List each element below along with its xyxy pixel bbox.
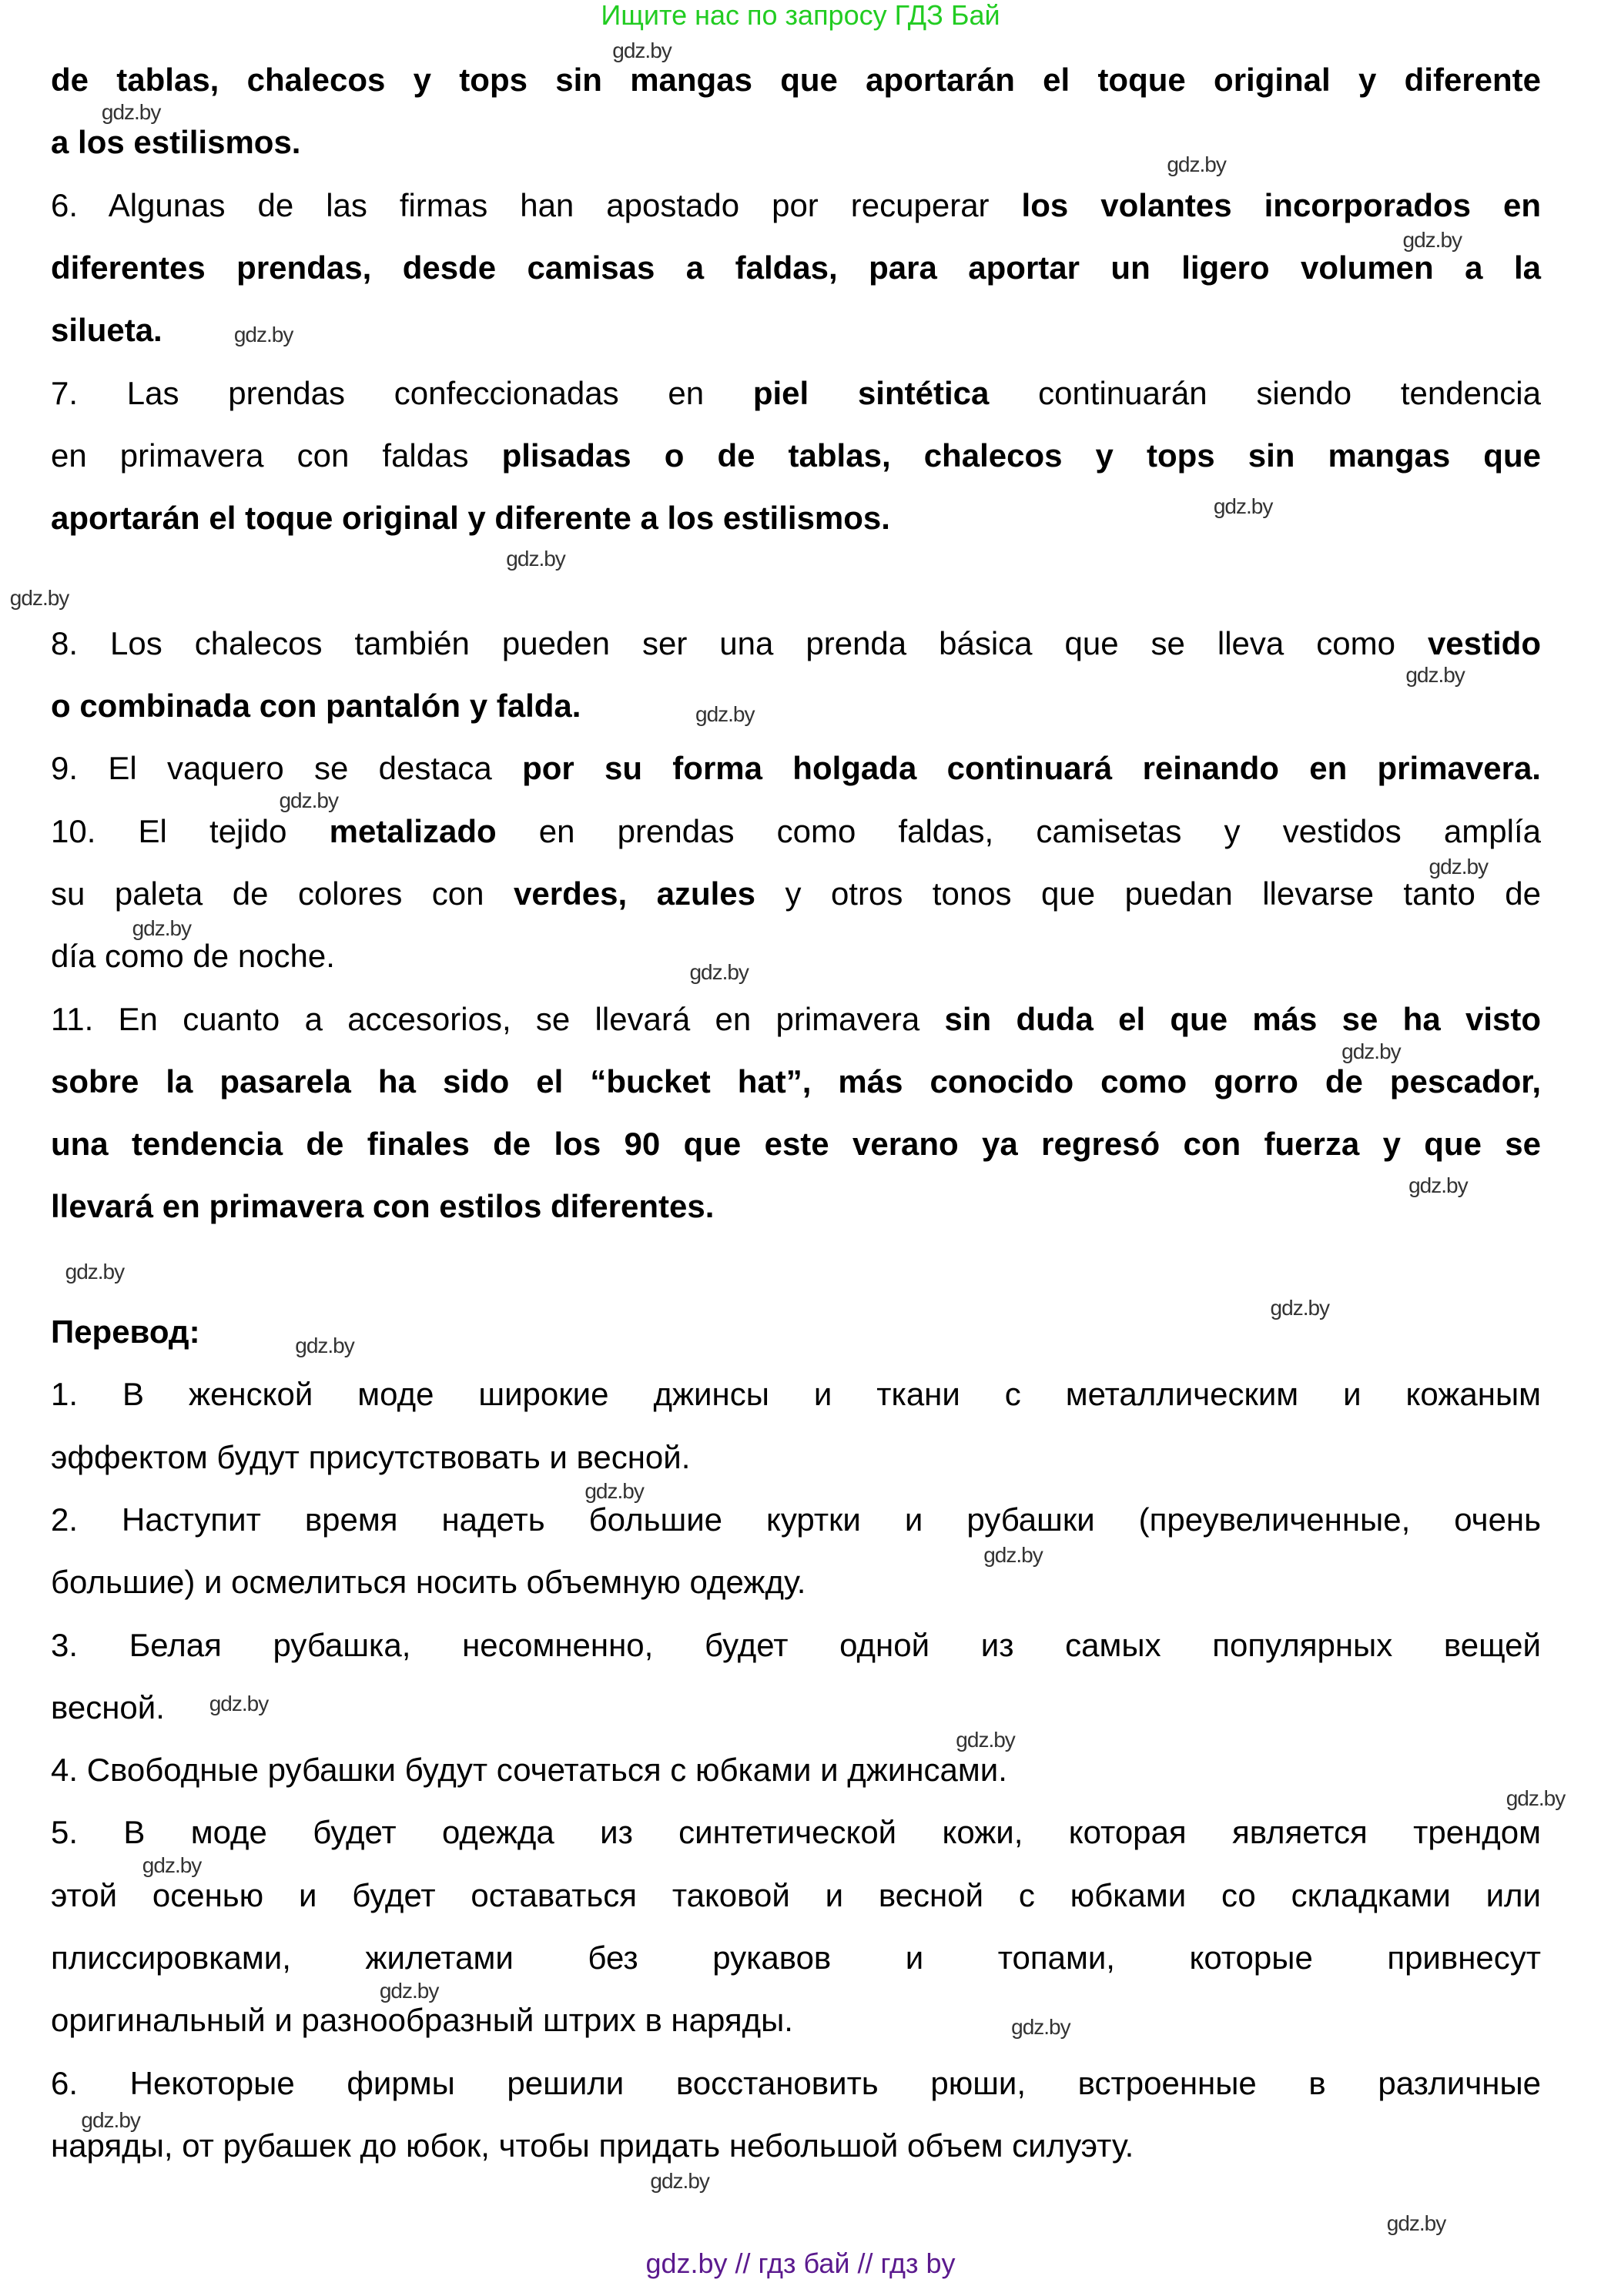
text: 4. Свободные рубашки будут сочетаться с юбками и джинсами. [51,1752,1007,1789]
bold-text: los volantes incorporados en [1021,186,1541,223]
text: 7. Las prendas confeccionadas en [51,374,753,411]
text: 10. El tejido [51,812,330,849]
watermark: gdz.by [956,1728,1015,1752]
blank-line [51,1243,1541,1297]
bold-text: plisadas o de tablas, chalecos y tops sin mangas que [501,437,1541,474]
text-line [51,1869,1541,1923]
watermark: gdz.by [142,1853,202,1877]
text: плиссировками, жилетами без рукавов и топами, которые привнесут [51,1940,1541,1976]
text: en primavera con faldas [51,437,502,474]
text-line [51,1806,1541,1859]
text-line [51,2057,1541,2110]
watermark: gdz.by [279,788,338,812]
text-line [51,241,1541,295]
watermark: gdz.by [1402,227,1462,252]
watermark: gdz.by [612,38,672,63]
watermark: gdz.by [506,546,565,571]
watermark: gdz.by [81,2107,140,2132]
text: 5. В моде будет одежда из синтетической кожи, которая является трендом [51,1814,1541,1851]
watermark: gdz.by [65,1259,125,1284]
text-line [51,1931,1541,1985]
text-line [51,1618,1541,1672]
text: 9. El vaquero se destaca [51,750,523,787]
blank-line [51,554,1541,607]
watermark: gdz.by [233,322,293,346]
text-line [51,741,1541,795]
text: y otros tonos que puedan llevarse tanto de [755,875,1542,912]
text-line [51,1117,1541,1171]
text-line [51,1180,1541,1233]
text: su paleta de colores con [51,875,514,912]
bold-text: piel sintética [752,374,990,411]
text: 6. Некоторые фирмы решили восстановить рюши, встроенные в различные [51,2064,1541,2101]
text: эффектом будут присутствовать и весной. [51,1438,691,1475]
text: 6. Algunas de las firmas han apostado por recuperar [51,186,1022,223]
bold-text: metalizado [329,812,497,849]
text-line [51,1431,1541,1484]
watermark: gdz.by [1386,2211,1446,2235]
watermark: gdz.by [1213,494,1273,518]
bold-text: verdes, azules [514,875,755,912]
watermark: gdz.by [295,1334,354,1358]
watermark: gdz.by [1408,1173,1468,1198]
watermark: gdz.by [983,1543,1043,1568]
text-line [51,1743,1541,1797]
text: 8. Los chalecos también pueden ser una prenda básica que se lleva como [51,624,1428,661]
watermark: gdz.by [1167,152,1226,176]
watermark: gdz.by [1011,2014,1070,2039]
text-line [51,617,1541,671]
text-line [51,115,1541,169]
text-line [51,491,1541,545]
watermark: gdz.by [132,915,192,940]
text: día como de noche. [51,938,335,975]
text-line [51,366,1541,420]
text: этой осенью и будет оставаться таковой и весной с юбками со складками или [51,1876,1541,1913]
text: 2. Наступит время надеть большие куртки и рубашки (преувеличенные, очень [51,1501,1541,1538]
text-line [51,1367,1541,1421]
footer-links[interactable]: gdz.by // гдз бай // гдз by [645,2247,956,2279]
watermark: gdz.by [9,585,69,610]
watermark: gdz.by [584,1479,644,1504]
bold-text: diferentes prendas, desde camisas a faldas, para aportar un ligero volumen a la [51,249,1541,286]
text: 11. En cuanto a accesorios, se llevará en primavera [51,1000,945,1037]
watermark: gdz.by [1429,855,1489,879]
text: 1. В женской моде широкие джинсы и ткани с металлическим и кожаным [51,1376,1541,1413]
text: большие) и осмелиться носить объемную одежду. [51,1564,806,1601]
text-line [51,1555,1541,1609]
text: en prendas como faldas, camisetas y vestidos amplía [496,812,1541,849]
bold-text: a los estilismos. [51,124,301,161]
bold-text: silueta. [51,312,162,349]
bold-text: una tendencia de finales de los 90 que este verano ya regresó con fuerza y que se [51,1126,1541,1163]
text: continuarán siendo tendencia [989,374,1541,411]
watermark: gdz.by [101,99,161,124]
bold-text: Перевод: [51,1314,200,1350]
text-line [51,53,1541,107]
text: весной. [51,1689,165,1725]
watermark: gdz.by [650,2169,709,2194]
watermark: gdz.by [1341,1039,1401,1064]
text-line [51,929,1541,983]
text: наряды, от рубашек до юбок, чтобы придать небольшой объем силуэту. [51,2127,1134,2164]
bold-text: vestido [1427,624,1541,661]
text-line [51,992,1541,1046]
watermark: gdz.by [1405,662,1465,687]
text-line [51,2119,1541,2173]
bold-text: o combinada con pantalón y falda. [51,688,581,724]
text: 3. Белая рубашка, несомненно, будет одной из самых популярных вещей [51,1626,1541,1663]
search-hint-banner: Ищите нас по запросу ГДЗ Бай [601,0,1000,31]
bold-text: de tablas, chalecos y tops sin mangas que aportarán el toque original y diferente [51,62,1541,98]
text-line [51,179,1541,233]
watermark: gdz.by [379,1978,439,2003]
bold-text: sin duda el que más se ha visto [944,1000,1541,1037]
watermark: gdz.by [695,701,755,726]
text-line [51,1055,1541,1109]
watermark: gdz.by [209,1692,269,1716]
text-line [51,1993,1541,2047]
bold-text: sobre la pasarela ha sido el “bucket hat”, más conocido como gorro de pescador, [51,1063,1541,1099]
text: оригинальный и разнообразный штрих в наряды. [51,2002,793,2039]
text-line [51,679,1541,733]
text-line [51,1681,1541,1735]
text-line [51,805,1541,858]
text-line [51,429,1541,483]
bold-text: por su forma holgada continuará reinando en primavera. [522,750,1541,787]
watermark: gdz.by [1270,1296,1330,1320]
bold-text: llevará en primavera con estilos diferentes. [51,1188,715,1225]
text-line [51,1493,1541,1547]
text-line [51,867,1541,921]
watermark: gdz.by [689,959,749,984]
bold-text: aportarán el toque original y diferente a los estilismos. [51,500,890,537]
watermark: gdz.by [1506,1786,1566,1811]
